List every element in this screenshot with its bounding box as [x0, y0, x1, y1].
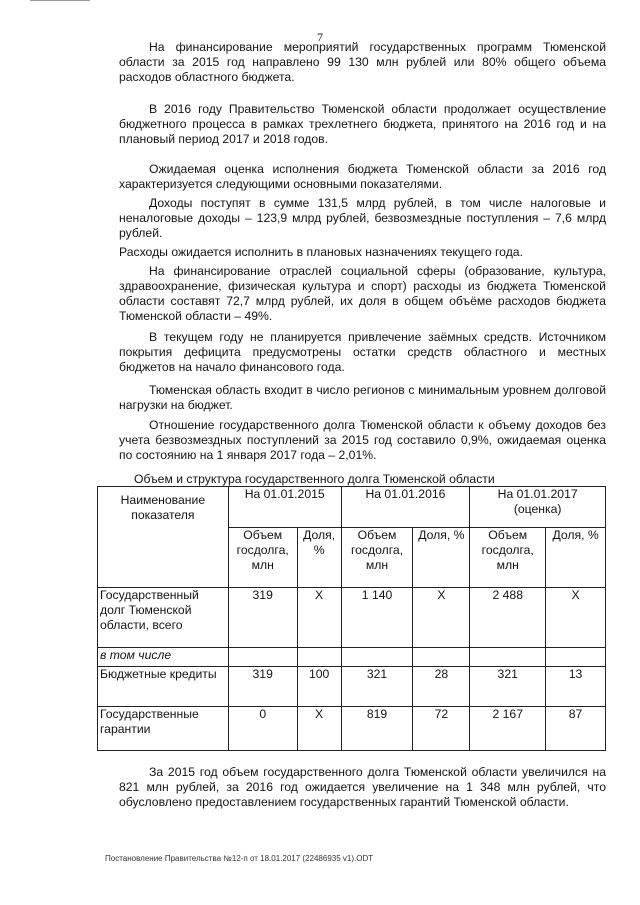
table-caption: Объем и структура государственного долга Тюменской области — [134, 472, 495, 486]
table-cell: 1 140 — [341, 588, 413, 648]
page-number: 7 — [317, 30, 323, 44]
share-subheader: Доля, % — [413, 528, 470, 588]
table-cell: 13 — [546, 667, 606, 707]
row-label: в том числе — [98, 648, 229, 667]
table-cell: 28 — [413, 667, 470, 707]
table-cell: Х — [546, 588, 606, 648]
table-row — [98, 707, 606, 751]
share-subheader: Доля, % — [546, 528, 606, 588]
paragraph-2: В 2016 году Правительство Тюменской области продолжает осуществление бюджетного процесса в рамках трехлетнего бюджета, принятого на 2016 год и на плановый период 2017 и 2018 годов. — [119, 102, 606, 146]
row-label: Государственный долг Тюменской области, всего — [98, 588, 229, 648]
name-header: Наименование показателя — [98, 487, 229, 588]
table-row — [98, 648, 606, 667]
table-cell: 321 — [470, 667, 546, 707]
table-cell: 819 — [341, 707, 413, 751]
paragraph-6: На финансирование отраслей социальной сферы (образование, культура, здравоохранение, физическая культура и спорт) расходы из бюджета Тюменской области составят 72,7 млрд рублей, их доля в общем объёме расходов бюджета Тюменской области – 49%. — [119, 264, 606, 323]
paragraph-7: В текущем году не планируется привлечение заёмных средств. Источником покрытия дефицита предусмотрены остатки средств областного и местных бюджетов на начало финансового года. — [119, 330, 606, 374]
table-cell: 2 167 — [470, 707, 546, 751]
table-row — [98, 667, 606, 707]
top-rule — [30, 0, 90, 1]
volume-subheader: Объем госдолга, млн — [341, 528, 413, 588]
row-label: Государственные гарантии — [98, 707, 229, 751]
volume-subheader: Объем госдолга, млн — [228, 528, 297, 588]
document-footer: Постановление Правительства №12-п от 18.01.2017 (22486935 v1).ODT — [105, 854, 374, 863]
paragraph-9: Отношение государственного долга Тюменской области к объему доходов без учета безвозмездных поступлений за 2015 год составило 0,9%, ожидаемая оценка по состоянию на 1 января 2017 года – 2,01%. — [119, 418, 606, 462]
table-cell: Х — [413, 588, 470, 648]
table-cell: 321 — [341, 667, 413, 707]
paragraph-4: Доходы поступят в сумме 131,5 млрд рублей, в том числе налоговые и неналоговые доходы – 123,9 млрд рублей, безвозмездные поступления – 7,6 млрд рублей. — [119, 196, 606, 240]
period-header-2016: На 01.01.2016 — [341, 487, 470, 528]
paragraph-5: Расходы ожидается исполнить в плановых назначениях текущего года. — [119, 245, 523, 259]
debt-table — [97, 486, 606, 751]
table-cell: 2 488 — [470, 588, 546, 648]
table-cell: 319 — [228, 667, 297, 707]
share-subheader: Доля, % — [297, 528, 341, 588]
period-header-2015: На 01.01.2015 — [228, 487, 341, 528]
closing-paragraph: За 2015 год объем государственного долга Тюменской области увеличился на 821 млн рублей, за 2016 год ожидается увеличение на 1 348 млн рублей, что обусловлено предоставлением государственных гарантий Тюменской области. — [119, 765, 606, 809]
row-label: Бюджетные кредиты — [98, 667, 229, 707]
table-cell: Х — [297, 707, 341, 751]
table-header-row — [98, 487, 606, 528]
table-cell: 319 — [228, 588, 297, 648]
paragraph-1: На финансирование мероприятий государственных программ Тюменской области за 2015 год направлено 99 130 млн рублей или 80% общего объема расходов областного бюджета. — [119, 40, 606, 84]
table-cell: 87 — [546, 707, 606, 751]
table-cell: 0 — [228, 707, 297, 751]
table-cell: 72 — [413, 707, 470, 751]
period-header-2017: На 01.01.2017 (оценка) — [470, 487, 606, 528]
table-row — [98, 588, 606, 648]
table-cell: 100 — [297, 667, 341, 707]
volume-subheader: Объем госдолга, млн — [470, 528, 546, 588]
paragraph-3: Ожидаемая оценка исполнения бюджета Тюменской области за 2016 год характеризуется следующими основными показателями. — [119, 162, 606, 191]
paragraph-8: Тюменская область входит в число регионов с минимальным уровнем долговой нагрузки на бюджет. — [119, 383, 606, 412]
table-cell: Х — [297, 588, 341, 648]
